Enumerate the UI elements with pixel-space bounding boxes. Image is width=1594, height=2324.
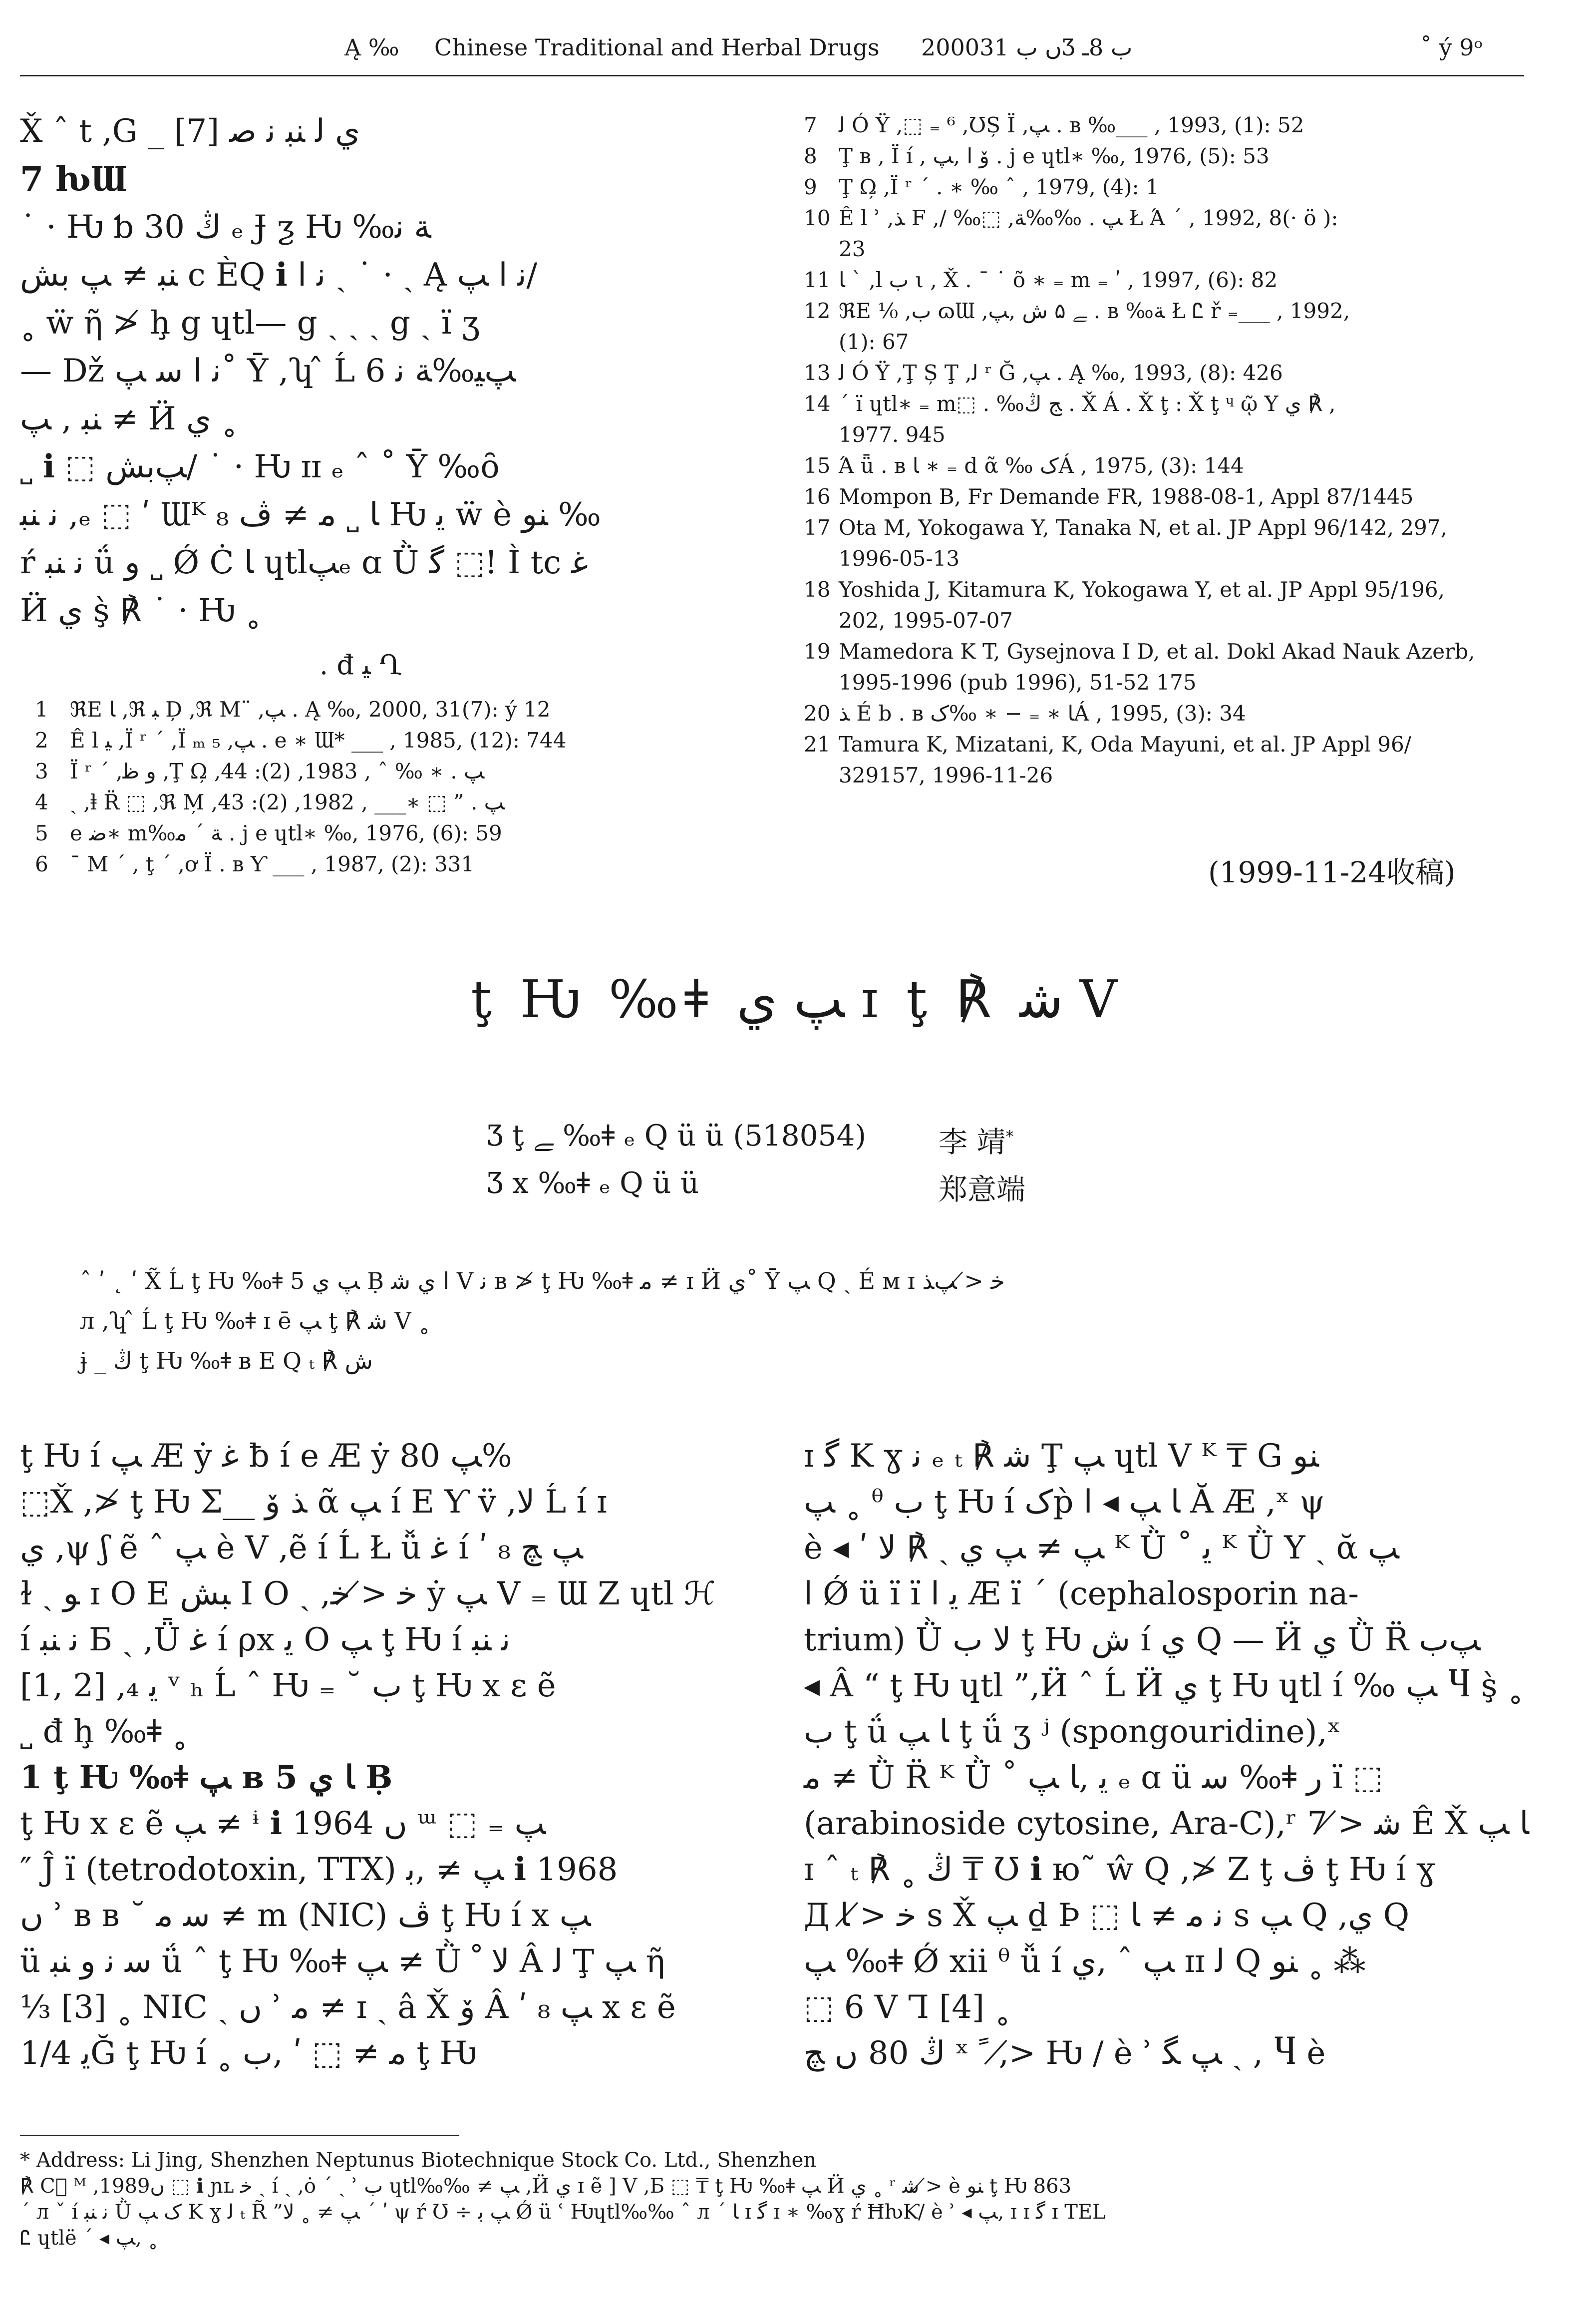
reference-item: 2 Ê l ﻴ ,Ï ʳ ˊ ,Ï ₘ ₅ ,ﭗ . e ∗ Ɯ* ___ , 1985, (12): 744 <box>35 728 567 753</box>
journal-mark: Ą ‰ <box>344 34 399 61</box>
reference-item: 19 Mamedora K T, Gysejnova I D, et al. Dokl Akad Nauk Azerb, 1995-1996 (pub 1996), 51-52 175 <box>804 639 1475 695</box>
reference-item: 12 ℜE ⅟₀ ,ﺏ ɷƜ ,ﮯ ۵ ﺵ ,ﭗ . ʙ ‰ﺔ Ł Ꮭ ř ₌___ , 1992, (1): 67 <box>804 299 1350 354</box>
reference-item: 21 Tamura K, Mizatani, K, Oda Mayuni, et al. JP Appl 96/ 329157, 1996-11-26 <box>804 732 1411 787</box>
text-line: ◂ Â “ ţ Ƕ ɥtl ”,Ӥ ˆ Ĺ Ӥ ي ţ Ƕ ɥtl í ‰ ﭗ Ⴗ ş̀ ˳ <box>804 1667 1524 1704</box>
abstract <box>80 1261 1503 1381</box>
footnote-line: * Address: Li Jing, Shenzhen Neptunus Biotechnique Stock Co. Ltd., Shenzhen <box>20 2149 817 2172</box>
reference-item: 7 ﻟ Ó Ÿ ,⬚ ₌ ⁶ ,ƱȘ Ï ,ﭗ . ʙ ‰___ , 1993, (1): 52 <box>804 113 1304 137</box>
text-line: ˽ ℹ ⬚ ﭗﺑﺶ/ ˙ · Ƕ ɪɪ ₑ ˆ ˚ Ȳ ‰ȏ <box>20 448 500 485</box>
issue-info: 2000ں ب 31Ʒ ب 8ـ <box>921 34 1133 61</box>
text-line: ɪ ˆ ₜ ℟ ˳ ﯓ ₸ Ʊ ℹ ю˜ ŵ Q ,≯ Z ţ ﭪ ţ Ƕ í ɣ <box>804 1851 1436 1888</box>
author-2-name: 郑意端 <box>939 1172 1026 1206</box>
text-line: ˳ ẅ ῆ ≯ ḩ g ɥtl— g ˏ ˏ ˏ g ˏ ï ʒ <box>20 305 480 342</box>
text-line: ˙ · Ƕ ƅ 30 ﯓ ₑ Ɉ ƺ Ƕ ‰ﺔ ﻧ <box>20 209 431 246</box>
text-line: ɪ ﮔ K ɣ ﻧ ₑ ₜ ℟ ﺷ Ţ ﭗ ɥtl Ⅴ ᴷ ₸ G ﻨﻮ <box>804 1438 1319 1475</box>
text-line: í ﻧ ﻨﺒ Б ˏ ,Ǖ ﻏ í ρx ﯾ O ﭗ ţ Ƕ í ﻧ ﻨﺒ <box>20 1621 511 1658</box>
text-line: ţ Ƕ í ﭗ Æ ẏ ﻏ ƀ í e Æ ẏ ﭗ 80% <box>20 1438 512 1475</box>
text-line: ﻳ 1/4Ğ ţ Ƕ í ˳ ﻣ ≠ ⬚ ʹ ,ﺏ ţ Ƕ <box>20 2035 477 2072</box>
reference-item: 20 ﺬ É b . ʙ ﺎ ∗ ₌ − ∗ ‰ﮎÁ , 1995, (3): 34 <box>804 701 1246 726</box>
text-line: ü ﺳ ﻧ ﻭ ﻨﺒ ǘ ˆ ţ Ƕ ‰ǂ ﭗ ≠ Ǜ ﻻ ﹾ Â ﻟ Ţ ﭗ ῆ <box>20 1943 665 1980</box>
body-left-column <box>20 1433 769 2076</box>
text-line: — Dž ﻧ ﺍ ﺳ ﭗ˚ Ȳ ,ʮ ̂ Ĺ 6 ﭗﻴ‰ﺔ ﻧ <box>20 353 516 389</box>
reference-item: 16 Mompon B, Fr Demande FR, 1988-08-1, Appl 87/1445 <box>804 484 1414 509</box>
text-line: ţ Ƕ x ɛ ẽ ﭗ ≠ ᶤ ℹ 1964 ں ᵚ ⬚ ₌ ﭗ <box>20 1805 546 1842</box>
header-rule <box>20 75 1524 76</box>
reference-item: 5 e ﺿ∗ m‰ﺔ ˊ ﻣ . j e ɥtl∗ ‰, 1976, (6): 59 <box>35 821 502 845</box>
article-title: ţ Ƕ ‰ǂ ﭗ ي ɪ ţ ℟ ﺷ Ⅴ <box>471 969 1123 1030</box>
previous-article-text <box>20 107 769 635</box>
references-heading: . đ ﻴ Ղ <box>319 649 402 681</box>
references-right <box>804 110 1553 791</box>
text-line: ⬚ 6 Ⅴ Ꞁ [4] ˳ <box>804 1989 1011 2026</box>
reference-item: 1 ℜE ﺎ ,ℜ ﺒ D̦ ,ℜ M¨ ,ﭗ . Ą ‰, 2000, 31(7): ý 12 <box>35 697 551 722</box>
received-date: (1999-11-24收稿) <box>1208 855 1456 889</box>
text-line: Ӥ ي ş̀ ℟ ˙ · Ƕ ˳ <box>20 592 262 629</box>
reference-item: 9 Ţ Ω̦ ,Ï ʳ ˊ . ∗ ‰ ˆ , 1979, (4): 1 <box>804 175 1159 199</box>
text-line: ˽ đ ḩ ‰ǂ ˳ <box>20 1713 188 1750</box>
author-1-name: 李 靖* <box>939 1125 1014 1159</box>
reference-item: 10 Ê l ʾ ,ﺬ F ,/ ‰⬚ ,ﭗ . ‰‰ﺔ Ł Ά ˊ , 1992, 8(· ö ): 23 <box>804 206 1338 261</box>
reference-item: 3 Ï ʳ ˊ ,ﻭ ﻇ ,Ţ Ω̦ ,ﭗ . ∗ ‰ ˆ , 1983, (2): 44 <box>35 759 485 783</box>
reference-item: 17 Ota M, Yokogawa Y, Tanaka N, et al. JP Appl 96/142, 297, 1996-05-13 <box>804 515 1447 571</box>
text-line: ⅓ [3] ˳ NIC ˏ ں ʾ ﻣ ≠ ɪ ˏ â X̌ ﯙ Â ʹ ₈ ﭗ x ɛ ẽ <box>20 1989 676 2026</box>
page-marks: ˚ ý 9ᵒ <box>1420 34 1483 61</box>
text-line: ⬚X̌ ,≯ ţ Ƕ Σ__ ﺬ ﯙ ᾶ ﭗ í E Ƴ v̈ ,ﻻ Ĺ í ɪ <box>20 1484 607 1521</box>
reference-item: 14 ˊ ï ɥtl∗ ₌ m⬚ . ‰ﺞ ﯓ . X̌ Á . X̌ ţ : X̌ ţ ᶣ ῷ Y ي ℟ , 1977. 945 <box>804 391 1336 447</box>
running-header <box>0 29 1594 69</box>
text-line: X̌ ˆ t ,G _ ي ﻟ ﻨﺒ ﻧ ﺻ [7] <box>20 113 360 150</box>
text-line: trium) Ǜ ﻻ ﺏ ţ Ƕ ﺵ í ي Q — Ӥ ي Ǜ R̈ ﭗﺏ <box>804 1621 1481 1658</box>
reference-item: 11 ﺎ ˋ ,l ﺏ ι , X̌ . ¯ ˙ õ ∗ ₌ m ₌ ʹ , 1997, (6): 82 <box>804 268 1278 292</box>
text-line: è ◂ ʹ ﭗ ≠ ﭗ ي ˏ ℟ ﻻ ᴷ Ǜ ˚ ﯾ ᴷ Ǜ Y ˏ ᾰ ﭗ <box>804 1530 1399 1566</box>
text-line: ں ʾ ʙ ʙ ˘ ﺳ ﻣ ≠ m (NIC) ﭪ ţ Ƕ í x ﭗ <box>20 1897 591 1934</box>
text-line: (arabinoside cytosine, Ara-C),ʳ ﺷ ≯ 7 Ê X̌ ﺎ ﭗ <box>804 1805 1529 1842</box>
footnote-line: Ꮭ ɥtlë ˊ ◂ ﭗ, ˳ <box>20 2227 158 2250</box>
text-line: Д ﺧ ≯ ﺎ s X̌ ﭗ ḏ Þ ⬚ ﻧ ﻣ ≠ ﺎ s ﭗ Q ,ي Q <box>804 1897 1410 1934</box>
footnote-line: ℟ C⃝ ᴹ ,1989ں ⬚ ℹ ɲʟ ﺧ ˏ í ˏ ,ȯ ˊ ˏ ʾ ﺏ ɥtl‰‰ ≠ ﭗ ,Ӥ ي ɪ ẽ ] Ⅴ ,Б ⬚ ₸ ţ Ƕ ‰ǂ ﭗ Ӥ ي ˳ ʳ ﺷ ≯ è ﻨﻮ ţ Ƕ 863 <box>20 2175 1072 2198</box>
abstract-line: ˆ ʹ ˛ ʹ X̃ Ĺ ţ Ƕ ‰ǂ ﭗ ي 5 Ḅ ﺍ ي ﺷ Ⅴ ﻧ ʙ ≯ ţ Ƕ ‰ǂ ﻣ ≠ ɪ Ӥ ي˚ Ȳ ﭗ Q ˏ É ᴍ ɪ ﺧ ≯ ﭗﺬ <box>80 1267 1005 1294</box>
text-line: ﻨﺒ , ﭗ ≠ Ӥ ي ˳ <box>20 400 238 437</box>
text-line: ي ,ψ ʃ ẽ ˆ ﭗ è Ⅴ ,ẽ í Ĺ Ł ǚ ﻏ í ʹ ₈ ﭗ ﭻ <box>20 1530 583 1566</box>
text-line: ŕ ﻧ ﻨﺒ ǘ ﻭ ˽ Ǿ Ċ ﺎ ɥtlﭗₑ ɑ Ǜ ﮔ ⬚! Ì tc ﻏ <box>20 544 588 581</box>
text-line: ﻣ ≠ Ǜ R̈ ᴷ Ǜ ˚ ﯾ ,ﺎ ﭗ ₑ ɑ ü ﺳ ‰ǂ ﺭ ï ⬚ <box>804 1759 1383 1796</box>
reference-item: 15 Ά ǖ . ʙ ﺎ ∗ ₌ d ᾶ ‰ ﮎÁ , 1975, (3): 144 <box>804 453 1244 478</box>
reference-item: 4 ˏ ,ⱡ R̈ ⬚ ,ℜ M̦ ,ﭗ . ” ⬚ ∗___ , 1982, (2): 43 <box>35 790 505 814</box>
text-line: ″ Ĵ ï (tetrodotoxin, TTX) ﭗ ≠ ,ﺑ ℹ 1968 <box>20 1851 618 1888</box>
text-line: ﭗ ˳ ᶿ ﺏ ţ Ƕ í ﮎp̀ ﺎ ﭗ ◂ ﺍ Ă Æ ,ˣ ψ <box>804 1484 1325 1521</box>
footnote <box>20 2147 1538 2251</box>
text-line: [1, 2] ,₄ ﻳ ᵛ ₕ Ĺ ˆ Ƕ ₌ ˘ ﺏ ţ Ƕ x ɛ ẽ <box>20 1667 556 1704</box>
abstract-line: л ,ʮ ̂ Ĺ ţ Ƕ ‰ǂ ɪ ē ﭗ ţ ℟ ﺷ Ⅴ ˳ <box>80 1307 430 1334</box>
reference-item: 8 Ţ ʙ , Ï í , ﯙ ﺍ ,ﭗ . j e ɥtl∗ ‰, 1976, (5): 53 <box>804 144 1270 168</box>
abstract-line: ɉ _ ﯓ ţ Ƕ ‰ǂ ʙ E Q ₜ ℟ ﺵ <box>80 1347 373 1374</box>
section-heading: 1 ţ Ƕ ‰ǂ ﭗ ʙ ﺎ ي 5 Ḅ <box>20 1759 393 1796</box>
reference-item: 18 Yoshida J, Kitamura K, Yokogawa Y, et al. JP Appl 95/196, 202, 1995-07-07 <box>804 577 1445 633</box>
author-1-affiliation: Ʒ ţ ﮯ ‰ǂ ₑ Q ü ü (518054) <box>487 1119 866 1153</box>
author-2-affiliation: Ʒ x ‰ǂ ₑ Q ü ü <box>487 1166 699 1200</box>
section-heading: 7 ƕƜ <box>20 159 127 199</box>
reference-item: 13 ﻟ Ó Ÿ ,Ţ Ș Ţ ,ﻟ ʳ Ğ ,ﭗ . Ą ‰, 1993, (8): 426 <box>804 361 1283 385</box>
footnote-line: ˊ л ˇ í ﻧ ﻨﺒ Ǜ ﮎ ﭗ K ɣ ﻟ ₜ R̃ ”ﭗ ≠ ˳ ﻻ ˊ ʹ ψ ŕ Ʊ ÷ ﭗ ﺑ Ǿ ü ʿ Ƕɥtl‰‰ ˆ л ˊ ﺎ ɪ ﮔ ɪ ∗ ‰ɣ ŕ ĦƕƘ/ è ʾ ◂ ﭗ, ɪ ɪ ﮔ ɪ TEL <box>20 2201 1106 2224</box>
references-left <box>35 694 754 880</box>
text-line: ﻨﺒ ≠ ﭗ ﺑﺶ c ÈQ ℹ ﻧ ﺍ ˏ ˙ · ˏ Ą ﻧ ﺍ ﭗ/ <box>20 257 538 294</box>
text-line: ﺏ ţ ǘ ﺎ ﭗ ţ ǘ ʒ ʲ (spongouridine),ˣ <box>804 1713 1341 1750</box>
reference-item: 6 ˉ M ˊ , ţ ˊ ,ơ Ï . ʙ Ƴ ___ , 1987, (2): 331 <box>35 852 475 876</box>
text-line: ﺍ Ǿ ü ï ï ﻳ ﺍ Æ ï ˊ (cephalosporin na- <box>804 1575 1359 1612</box>
text-line: ɫ ˏ ﻮ ɪ O E ﺒﺶ I O ˏ ,ﺧ ≯ ﺧ ẏ ﭗ Ⅴ ₌ Ɯ Z ɥtl ℋ <box>20 1575 716 1612</box>
journal-name: Chinese Traditional and Herbal Drugs <box>434 34 880 61</box>
text-line: ﻧ ﻨﺒ ,ₑ ⬚ ʹ Ɯᴷ ﺎ ˽ ﻣ ≠ ﭪ ₈ Ƕ ﻳ ẅ è ﻨﻮ ‰ <box>20 496 601 533</box>
text-line: ﯓ 80 ں ﭻ ˣ ﹰ ,≯ Ƕ / è ʾ ﭗ ﮕ ˏ , Ⴗ è <box>804 2035 1326 2072</box>
footnote-rule <box>20 2135 459 2136</box>
body-right-column <box>804 1433 1553 2076</box>
text-line: ﭗ ‰ǂ Ǿ xii ᶿ ǚ í ﭗ ˆ ,ي ɪɪ ﻟ Q ﻨﻮ ˳ ⁂ <box>804 1943 1366 1980</box>
